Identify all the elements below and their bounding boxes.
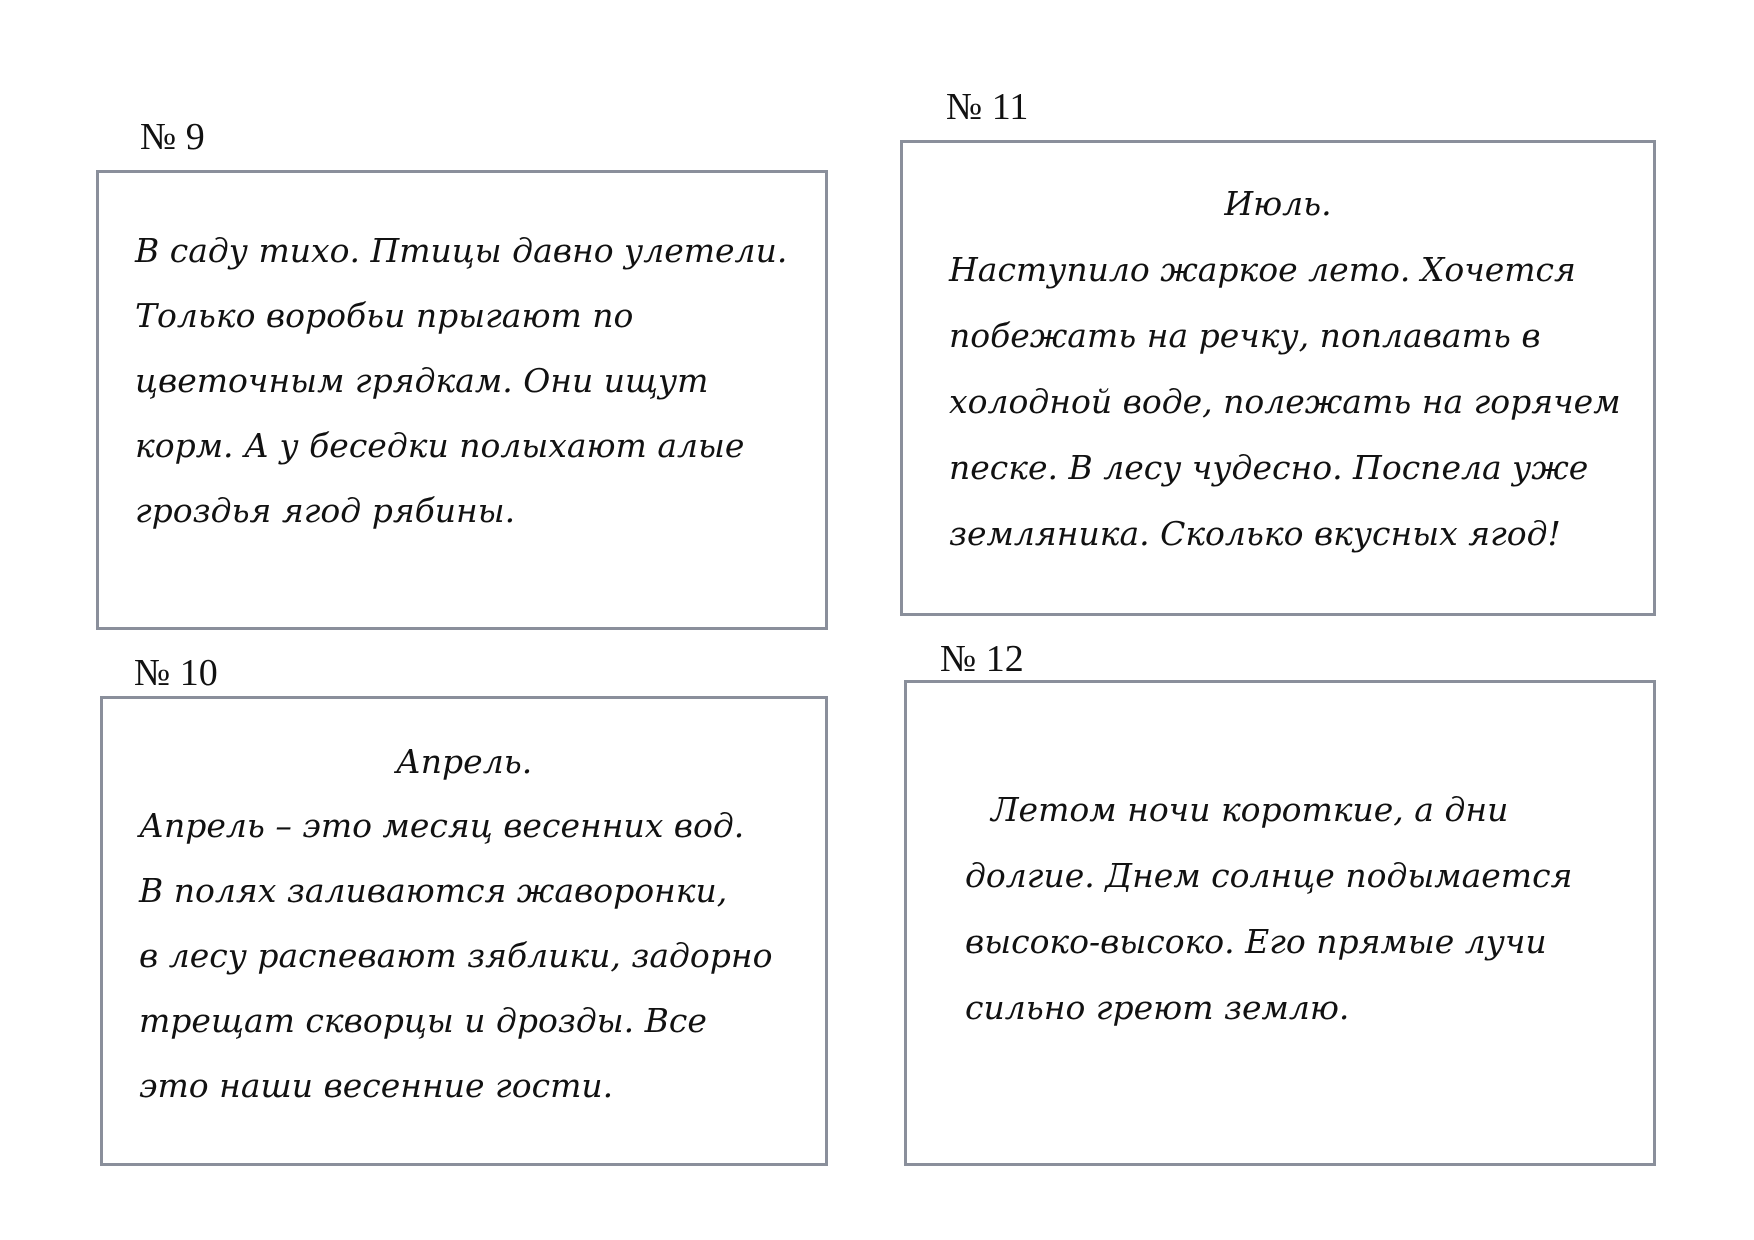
card-number-12: № 12 [940,638,1024,680]
card-text-10 [103,699,825,1163]
card-line: в лесу распевают зяблики, задорно [139,936,773,975]
card-title: Июль. [1224,184,1332,223]
card-line: гроздья ягод рябины. [135,491,516,530]
card-line: трещат скворцы и дрозды. Все [139,1001,707,1040]
card-line: земляника. Сколько вкусных ягод! [949,514,1561,553]
card-line: побежать на речку, поплавать в [949,316,1541,355]
card-text-12 [907,683,1653,1163]
card-line: высоко-высоко. Его прямые лучи [965,922,1547,961]
card-title: Апрель. [395,742,533,781]
card-line: корм. А у беседки полыхают алые [135,426,745,465]
card-line: В саду тихо. Птицы давно улетели. [135,231,788,270]
text-card-12 [904,680,1656,1166]
text-card-9 [96,170,828,630]
card-line: холодной воде, полежать на горячем [949,382,1621,421]
card-line: Только воробьи прыгают по [135,296,634,335]
card-line: это наши весенние гости. [139,1066,614,1105]
text-card-11 [900,140,1656,616]
card-line: долгие. Днем солнце подымается [965,856,1573,895]
card-number-11: № 11 [946,86,1029,128]
card-line: Летом ночи короткие, а дни [991,790,1509,829]
card-line: цветочным грядкам. Они ищут [135,361,709,400]
card-line: Апрель – это месяц весенних вод. [139,806,745,845]
text-card-10 [100,696,828,1166]
card-number-9: № 9 [140,116,205,158]
card-text-11 [903,143,1653,613]
card-number-10: № 10 [134,652,218,694]
card-line: В полях заливаются жаворонки, [139,871,728,910]
card-text-9 [99,173,825,627]
card-line: Наступило жаркое лето. Хочется [949,250,1576,289]
card-line: песке. В лесу чудесно. Поспела уже [949,448,1589,487]
card-line: сильно греют землю. [965,988,1350,1027]
